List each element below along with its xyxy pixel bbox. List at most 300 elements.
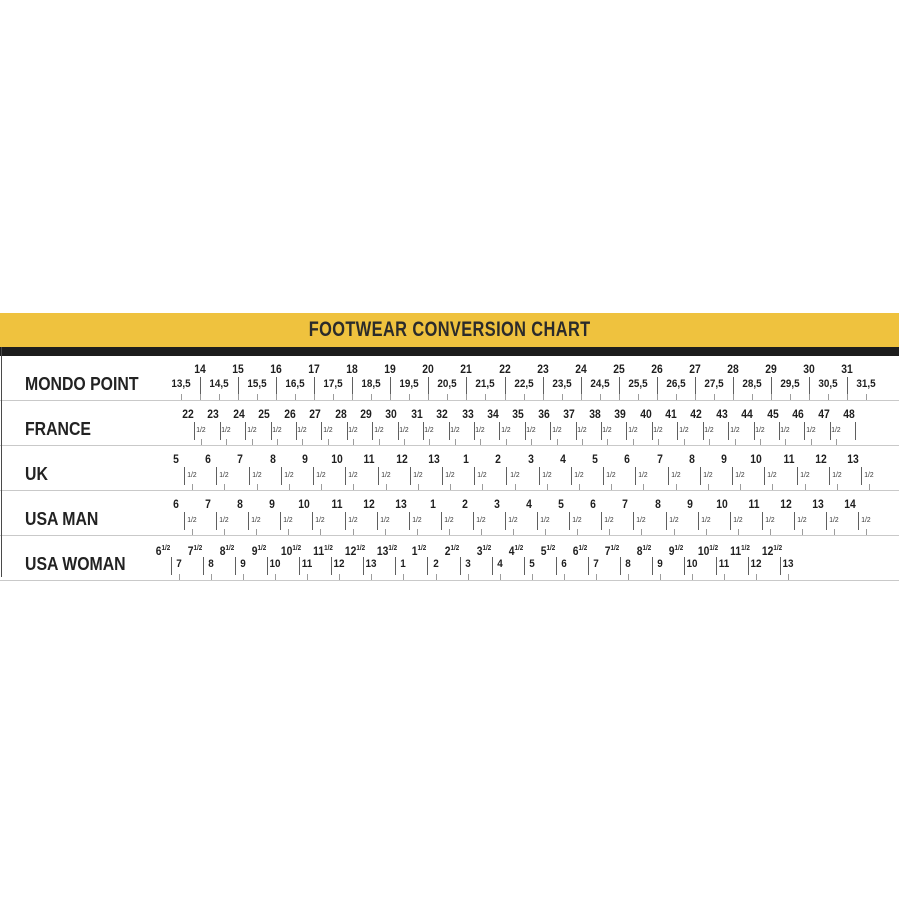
scale-tick xyxy=(219,394,220,400)
scale-tick xyxy=(660,574,661,580)
scale-value-low: 12 xyxy=(750,558,762,570)
scale-tick xyxy=(611,484,612,490)
scale-value-high: 6 xyxy=(205,454,212,466)
scale-separator-line xyxy=(809,377,810,395)
conversion-row xyxy=(0,536,899,581)
row-label: UK xyxy=(25,464,48,484)
scale-tick xyxy=(733,394,734,400)
scale-value-high: 45 xyxy=(766,409,779,421)
scale-tick xyxy=(788,574,789,580)
scale-separator-line xyxy=(543,377,544,395)
scale-value-low: 1/2 xyxy=(413,470,423,479)
scale-separator-line xyxy=(603,467,604,485)
scale-value-high: 5 xyxy=(558,499,565,511)
scale-value-high: $13^{1/2}$ xyxy=(377,545,398,558)
scale-tick xyxy=(339,574,340,580)
scale-value-low: 1/2 xyxy=(678,425,689,434)
row-label: MONDO POINT xyxy=(25,374,139,394)
scale-tick xyxy=(320,529,321,535)
scale-separator-line xyxy=(312,512,313,530)
scale-value-low: 1/2 xyxy=(703,470,713,479)
scale-value-low: 25,5 xyxy=(628,378,648,390)
scale-value-low: 5 xyxy=(528,558,535,570)
scale-tick xyxy=(547,484,548,490)
scale-value-high: 13 xyxy=(812,499,824,511)
scale-tick xyxy=(314,394,315,400)
scale-value-high: 42 xyxy=(690,409,703,421)
scale-value-low: 1/2 xyxy=(347,515,358,524)
scale-separator-line xyxy=(524,557,525,575)
scale-value-high: 14 xyxy=(194,364,206,376)
scale-tick xyxy=(386,484,387,490)
scale-tick xyxy=(211,574,212,580)
scale-value-low: 23,5 xyxy=(551,378,572,390)
scale-separator-line xyxy=(771,377,772,395)
scale-value-high: $8^{1/2}$ xyxy=(636,545,652,558)
scale-value-low: 15,5 xyxy=(247,378,267,390)
scale-tick xyxy=(809,394,810,400)
scale-separator-line xyxy=(245,422,246,440)
scale-value-low: 1/2 xyxy=(832,470,842,479)
scale-value-low: 1/2 xyxy=(283,515,294,524)
scale-value-high: 31 xyxy=(841,364,853,376)
scale-value-low: 13,5 xyxy=(171,378,191,390)
scale-separator-line xyxy=(506,467,507,485)
scale-tick xyxy=(276,394,277,400)
scale-value-low: 1/2 xyxy=(477,470,487,479)
scale-tick xyxy=(371,394,372,400)
scale-value-high: $12^{1/2}$ xyxy=(761,545,783,558)
scale-value-low: 29,5 xyxy=(780,378,800,390)
scale-value-low: 2 xyxy=(432,558,439,570)
row-scale xyxy=(0,491,899,535)
half-superscript: 1/2 xyxy=(225,545,235,552)
scale-value-low: 1/2 xyxy=(780,425,791,434)
scale-value-low: 1/2 xyxy=(297,425,308,434)
scale-value-low: 26,5 xyxy=(666,378,686,390)
half-superscript: 1/2 xyxy=(741,545,750,552)
scale-tick xyxy=(256,529,257,535)
scale-tick xyxy=(224,484,225,490)
scale-tick xyxy=(674,529,675,535)
scale-separator-line xyxy=(571,467,572,485)
scale-tick xyxy=(515,484,516,490)
scale-value-low: 19,5 xyxy=(399,378,419,390)
scale-separator-line xyxy=(466,377,467,395)
scale-value-low: 1/2 xyxy=(831,425,841,434)
scale-value-high: 40 xyxy=(639,409,652,421)
scale-value-high: 26 xyxy=(283,409,296,421)
row-scale xyxy=(0,536,899,580)
scale-separator-line xyxy=(194,422,195,440)
scale-value-low: 1/2 xyxy=(577,425,587,434)
scale-value-low: 1/2 xyxy=(251,515,261,524)
scale-separator-line xyxy=(588,557,589,575)
scale-value-low: 1/2 xyxy=(729,425,740,434)
footwear-conversion-chart xyxy=(0,313,899,581)
scale-value-high: 3 xyxy=(527,454,534,466)
scale-tick xyxy=(482,484,483,490)
conversion-row xyxy=(0,356,899,401)
scale-value-high: 8 xyxy=(688,454,695,466)
scale-separator-line xyxy=(700,467,701,485)
scale-value-high: $3^{1/2}$ xyxy=(476,545,491,558)
scale-tick xyxy=(785,439,786,445)
scale-tick xyxy=(740,484,741,490)
scale-tick xyxy=(752,394,753,400)
scale-value-low: 1/2 xyxy=(606,470,616,479)
scale-value-low: 1/2 xyxy=(475,425,486,434)
scale-value-low: 1/2 xyxy=(551,425,562,434)
scale-value-high: 12 xyxy=(780,499,792,511)
scale-value-low: 13 xyxy=(365,558,377,570)
scale-value-high: 15 xyxy=(232,364,244,376)
scale-separator-line xyxy=(635,467,636,485)
scale-value-low: 8 xyxy=(208,558,214,570)
scale-value-low: 1/2 xyxy=(251,470,262,479)
scale-value-low: 1/2 xyxy=(755,425,765,434)
scale-tick xyxy=(708,484,709,490)
scale-value-high: 13 xyxy=(428,454,440,466)
scale-value-high: 4 xyxy=(559,454,566,466)
scale-value-high: 14 xyxy=(844,499,856,511)
scale-value-high: 20 xyxy=(422,364,435,376)
scale-tick xyxy=(418,484,419,490)
half-superscript: 1/2 xyxy=(257,545,267,552)
scale-tick xyxy=(447,394,448,400)
scale-tick xyxy=(450,484,451,490)
scale-tick xyxy=(289,484,290,490)
scale-value-high: 44 xyxy=(741,409,753,421)
scale-separator-line xyxy=(652,557,653,575)
scale-tick xyxy=(543,394,544,400)
scale-tick xyxy=(288,529,289,535)
scale-value-low: 1/2 xyxy=(196,425,206,434)
scale-value-high: 22 xyxy=(498,364,511,376)
scale-tick xyxy=(192,529,193,535)
half-superscript: 1/2 xyxy=(514,545,523,552)
scale-tick xyxy=(390,394,391,400)
scale-value-high: 6 xyxy=(624,454,631,466)
scale-value-low: 1/2 xyxy=(799,470,810,479)
scale-tick xyxy=(328,439,329,445)
scale-value-high: 11 xyxy=(331,499,342,511)
scale-tick xyxy=(735,439,736,445)
scale-separator-line xyxy=(363,557,364,575)
title-underline-bar xyxy=(0,347,899,356)
scale-tick xyxy=(658,439,659,445)
scale-value-low: 10 xyxy=(269,558,281,570)
scale-separator-line xyxy=(556,557,557,575)
scale-value-low: 1/2 xyxy=(315,515,326,524)
scale-separator-line xyxy=(427,557,428,575)
scale-separator-line xyxy=(601,512,602,530)
scale-value-high: 29 xyxy=(360,409,372,421)
scale-tick xyxy=(481,529,482,535)
scale-value-low: 1/2 xyxy=(602,425,613,434)
scale-value-low: 22,5 xyxy=(513,378,534,390)
scale-value-high: 16 xyxy=(270,364,282,376)
scale-value-high: 37 xyxy=(563,409,576,421)
scale-tick xyxy=(179,574,180,580)
scale-separator-line xyxy=(216,467,217,485)
scale-separator-line xyxy=(861,467,862,485)
scale-value-high: $2^{1/2}$ xyxy=(444,545,459,558)
scale-tick xyxy=(353,484,354,490)
scale-value-high: 10 xyxy=(750,454,763,466)
scale-tick xyxy=(409,394,410,400)
scale-tick xyxy=(404,439,405,445)
scale-value-high: 12 xyxy=(395,454,408,466)
scale-separator-line xyxy=(569,512,570,530)
scale-separator-line xyxy=(474,467,475,485)
scale-value-high: 24 xyxy=(233,409,245,421)
scale-value-high: $5^{1/2}$ xyxy=(540,545,555,558)
scale-value-high: 9 xyxy=(302,454,308,466)
scale-value-high: 32 xyxy=(436,409,448,421)
scale-value-high: 26 xyxy=(650,364,663,376)
scale-value-high: $10^{1/2}$ xyxy=(281,545,302,558)
scale-tick xyxy=(353,439,354,445)
scale-separator-line xyxy=(855,422,856,440)
scale-value-low: 7 xyxy=(593,558,599,570)
scale-separator-line xyxy=(235,557,236,575)
scale-value-high: 2 xyxy=(495,454,502,466)
scale-tick xyxy=(455,439,456,445)
scale-value-high: 10 xyxy=(715,499,728,511)
scale-value-high: $6^{1/2}$ xyxy=(155,545,171,558)
scale-tick xyxy=(582,439,583,445)
scale-tick xyxy=(836,439,837,445)
scale-separator-line xyxy=(677,422,678,440)
scale-tick xyxy=(436,574,437,580)
scale-tick xyxy=(307,574,308,580)
scale-separator-line xyxy=(684,557,685,575)
left-border-line xyxy=(1,347,2,577)
row-scale xyxy=(0,446,899,490)
scale-value-high: 6 xyxy=(590,499,597,511)
scale-value-high: 7 xyxy=(622,499,629,511)
scale-value-low: 1/2 xyxy=(219,515,229,524)
scale-value-high: $9^{1/2}$ xyxy=(251,545,267,558)
scale-separator-line xyxy=(780,557,781,575)
scale-value-high: 48 xyxy=(843,409,855,421)
scale-value-high: $6^{1/2}$ xyxy=(572,545,588,558)
scale-value-high: 22 xyxy=(182,409,194,421)
scale-value-high: 11 xyxy=(748,499,760,511)
scale-value-low: 11 xyxy=(302,558,313,570)
scale-separator-line xyxy=(314,377,315,395)
half-superscript: 1/2 xyxy=(642,545,652,552)
scale-separator-line xyxy=(728,422,729,440)
scale-tick xyxy=(724,574,725,580)
scale-value-high: 2 xyxy=(462,499,468,511)
scale-value-high: 7 xyxy=(205,499,211,511)
row-label: USA WOMAN xyxy=(25,554,126,574)
scale-separator-line xyxy=(695,377,696,395)
half-superscript: 1/2 xyxy=(450,545,459,552)
scale-value-low: 21,5 xyxy=(475,378,496,390)
scale-separator-line xyxy=(299,557,300,575)
scale-separator-line xyxy=(499,422,500,440)
scale-tick xyxy=(371,574,372,580)
scale-tick xyxy=(513,529,514,535)
scale-value-low: 1/2 xyxy=(424,425,435,434)
scale-value-high: $11^{1/2}$ xyxy=(313,545,334,558)
scale-value-low: 1/2 xyxy=(380,470,391,479)
scale-separator-line xyxy=(620,557,621,575)
scale-tick xyxy=(770,529,771,535)
scale-tick xyxy=(866,394,867,400)
scale-tick xyxy=(200,394,201,400)
scale-tick xyxy=(760,439,761,445)
scale-value-low: 8 xyxy=(625,558,631,570)
scale-separator-line xyxy=(171,557,172,575)
scale-value-high: 46 xyxy=(792,409,804,421)
scale-tick xyxy=(811,439,812,445)
scale-separator-line xyxy=(321,422,322,440)
scale-tick xyxy=(506,439,507,445)
scale-tick xyxy=(866,529,867,535)
scale-tick xyxy=(201,439,202,445)
scale-value-high: 23 xyxy=(207,409,220,421)
scale-tick xyxy=(352,394,353,400)
scale-value-high: 18 xyxy=(346,364,359,376)
scale-separator-line xyxy=(372,422,373,440)
scale-tick xyxy=(805,484,806,490)
scale-value-high: $11^{1/2}$ xyxy=(730,545,750,558)
scale-value-high: $10^{1/2}$ xyxy=(697,545,719,558)
scale-value-low: 14,5 xyxy=(209,378,229,390)
scale-separator-line xyxy=(200,377,201,395)
scale-value-low: 1/2 xyxy=(700,515,711,524)
scale-separator-line xyxy=(460,557,461,575)
scale-value-low: 9 xyxy=(657,558,663,570)
scale-tick xyxy=(738,529,739,535)
scale-value-low: 1/2 xyxy=(542,470,552,479)
scale-value-high: 28 xyxy=(334,409,347,421)
scale-value-high: 6 xyxy=(173,499,179,511)
scale-value-low: 10 xyxy=(686,558,698,570)
scale-tick xyxy=(564,574,565,580)
scale-value-low: 1/2 xyxy=(476,515,486,524)
scale-tick xyxy=(706,529,707,535)
scale-value-low: 1/2 xyxy=(864,470,874,479)
scale-tick xyxy=(714,394,715,400)
scale-value-low: 1/2 xyxy=(373,425,384,434)
scale-value-high: 24 xyxy=(574,364,587,376)
scale-tick xyxy=(480,439,481,445)
scale-separator-line xyxy=(762,512,763,530)
scale-value-low: 18,5 xyxy=(361,378,381,390)
scale-value-high: 17 xyxy=(308,364,320,376)
scale-value-high: 23 xyxy=(536,364,549,376)
scale-value-low: 1/2 xyxy=(861,515,871,524)
scale-value-low: 1/2 xyxy=(638,470,649,479)
scale-value-high: $12^{1/2}$ xyxy=(345,545,366,558)
scale-value-low: 1/2 xyxy=(572,515,582,524)
scale-value-low: 20,5 xyxy=(437,378,458,390)
scale-value-low: 1/2 xyxy=(284,470,294,479)
half-superscript: 1/2 xyxy=(356,545,366,552)
scale-tick xyxy=(468,574,469,580)
scale-value-low: 1/2 xyxy=(829,515,839,524)
half-superscript: 1/2 xyxy=(709,545,719,552)
scale-separator-line xyxy=(441,512,442,530)
scale-value-low: 1/2 xyxy=(797,515,807,524)
scale-value-high: $9^{1/2}$ xyxy=(668,545,684,558)
scale-tick xyxy=(837,484,838,490)
half-superscript: 1/2 xyxy=(578,545,588,552)
scale-value-low: 31,5 xyxy=(856,378,876,390)
scale-value-low: 1 xyxy=(400,558,407,570)
scale-tick xyxy=(847,394,848,400)
scale-value-low: 1/2 xyxy=(628,425,638,434)
scale-value-high: 8 xyxy=(654,499,661,511)
scale-value-low: 1/2 xyxy=(526,425,536,434)
scale-separator-line xyxy=(698,512,699,530)
scale-value-high: 43 xyxy=(716,409,728,421)
scale-value-low: 16,5 xyxy=(285,378,305,390)
scale-value-low: 1/2 xyxy=(272,425,282,434)
scale-separator-line xyxy=(847,377,848,395)
scale-value-low: 13 xyxy=(782,558,794,570)
scale-tick xyxy=(834,529,835,535)
scale-separator-line xyxy=(267,557,268,575)
scale-separator-line xyxy=(633,512,634,530)
scale-value-high: 8 xyxy=(237,499,244,511)
scale-value-high: 1 xyxy=(429,499,436,511)
scale-value-high: 10 xyxy=(298,499,311,511)
scale-tick xyxy=(417,529,418,535)
scale-tick xyxy=(709,439,710,445)
scale-separator-line xyxy=(473,512,474,530)
scale-value-low: 1/2 xyxy=(187,515,197,524)
half-superscript: 1/2 xyxy=(482,545,491,552)
scale-value-low: 1/2 xyxy=(316,470,326,479)
scale-tick xyxy=(385,529,386,535)
scale-value-low: 1/2 xyxy=(246,425,257,434)
scale-value-high: 1 xyxy=(463,454,470,466)
scale-value-high: 3 xyxy=(494,499,500,511)
scale-separator-line xyxy=(537,512,538,530)
scale-tick xyxy=(295,394,296,400)
scale-separator-line xyxy=(492,557,493,575)
scale-separator-line xyxy=(730,512,731,530)
scale-value-low: 1/2 xyxy=(444,515,454,524)
scale-separator-line xyxy=(203,557,204,575)
scale-separator-line xyxy=(619,377,620,395)
chart-title: FOOTWEAR CONVERSION CHART xyxy=(308,318,591,341)
scale-separator-line xyxy=(733,377,734,395)
conversion-row xyxy=(0,401,899,446)
scale-value-low: 1/2 xyxy=(671,470,681,479)
scale-tick xyxy=(524,394,525,400)
scale-value-high: 25 xyxy=(258,409,271,421)
scale-separator-line xyxy=(248,512,249,530)
scale-separator-line xyxy=(249,467,250,485)
scale-value-high: 31 xyxy=(411,409,423,421)
scale-separator-line xyxy=(216,512,217,530)
scale-tick xyxy=(596,574,597,580)
scale-value-high: 38 xyxy=(588,409,601,421)
scale-tick xyxy=(466,394,467,400)
scale-value-high: 30 xyxy=(385,409,398,421)
scale-value-low: 6 xyxy=(560,558,567,570)
scale-tick xyxy=(333,394,334,400)
scale-value-high: 12 xyxy=(362,499,375,511)
scale-tick xyxy=(628,574,629,580)
